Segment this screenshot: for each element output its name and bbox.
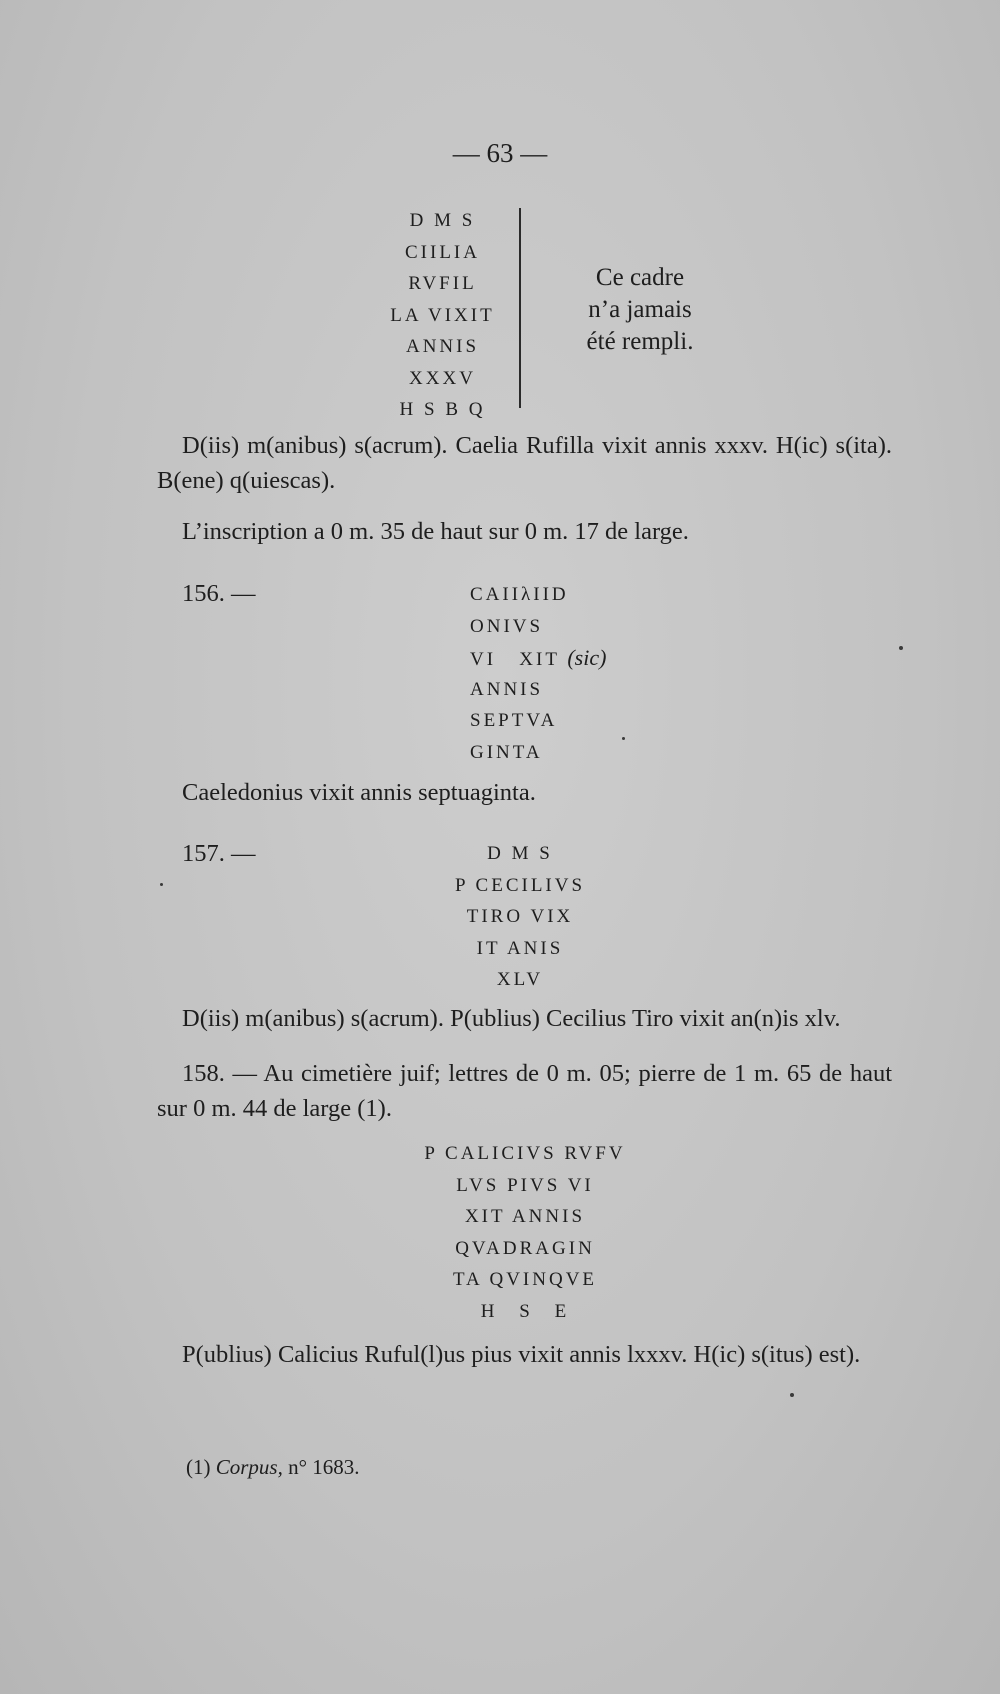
transcription-157: D(iis) m(anibus) s(acrum). P(ublius) Cecilius Tiro vixit an(n)is xlv. bbox=[182, 1005, 841, 1032]
footnote-marker: (1) bbox=[186, 1455, 211, 1479]
inscription-line: QVADRAGIN bbox=[455, 1237, 595, 1259]
inscription-157 bbox=[440, 838, 600, 996]
footnote bbox=[186, 1455, 360, 1480]
paper-speck bbox=[899, 646, 903, 650]
entry-number-157: 157. — bbox=[182, 840, 256, 867]
inscription-line: XIT ANNIS bbox=[464, 1206, 586, 1227]
paper-speck bbox=[160, 883, 163, 886]
inscription-line: D M S bbox=[487, 843, 553, 864]
frame-note bbox=[560, 262, 720, 358]
inscription-line: P CALICIVS RVFV bbox=[424, 1143, 626, 1164]
entry-158-note: 158. — Au cimetière juif; lettres de 0 m. 05; pierre de 1 m. 65 de haut sur 0 m. 44 de large (1). bbox=[157, 1060, 892, 1122]
inscription-line: ANNIS bbox=[405, 336, 480, 357]
inscription-line: XXXV bbox=[409, 367, 476, 389]
inscription-line-text: VI XIT bbox=[470, 649, 560, 670]
inscription-line: IT ANIS bbox=[476, 937, 564, 959]
inscription-line: P CECILIVS bbox=[454, 874, 586, 896]
inscription-line: LA VIXIT bbox=[390, 304, 495, 326]
footnote-number: n° 1683. bbox=[288, 1455, 360, 1479]
inscription-line: RVFIL bbox=[408, 273, 477, 294]
page-number: — 63 — bbox=[452, 138, 548, 168]
inscription-line: LVS PIVS VI bbox=[456, 1174, 594, 1196]
frame-note-line: n’a jamais bbox=[588, 296, 692, 323]
inscription-158 bbox=[410, 1138, 640, 1327]
inscription-line: TIRO VIX bbox=[466, 906, 574, 927]
inscription-line: XLV bbox=[496, 969, 544, 990]
inscription-line: D M S bbox=[409, 210, 476, 231]
footnote-source: Corpus, bbox=[215, 1455, 283, 1479]
dimensions-155: L’inscription a 0 m. 35 de haut sur 0 m. 17 de large. bbox=[182, 518, 689, 545]
inscription-line bbox=[470, 642, 606, 674]
inscription-line: H S E bbox=[480, 1300, 570, 1322]
inscription-line: ONIVS bbox=[470, 615, 544, 637]
sic-note: (sic) bbox=[567, 645, 607, 670]
paper-speck bbox=[622, 737, 625, 740]
transcription-158: P(ublius) Calicius Ruful(l)us pius vixit annis lxxxv. H(ic) s(itus) est). bbox=[182, 1341, 861, 1368]
inscription-line: ANNIS bbox=[470, 678, 544, 700]
inscription-156 bbox=[470, 579, 606, 768]
inscription-line: TA QVINQVE bbox=[452, 1269, 598, 1290]
inscription-line: CIILIA bbox=[405, 241, 480, 263]
frame-divider bbox=[519, 208, 521, 408]
frame-note-line: Ce cadre bbox=[595, 264, 685, 291]
frame-note-line: été rempli. bbox=[586, 328, 694, 355]
transcription-155: D(iis) m(anibus) s(acrum). Caelia Rufilla vixit annis xxxv. H(ic) s(ita). B(ene) q(uiescas). bbox=[157, 432, 892, 494]
transcription-156: Caeledonius vixit annis septuaginta. bbox=[182, 779, 536, 806]
inscription-line: CAIIλIID bbox=[470, 584, 569, 605]
inscription-line: GINTA bbox=[470, 741, 543, 763]
paper-speck bbox=[790, 1393, 794, 1397]
inscription-line: SEPTVA bbox=[470, 710, 558, 731]
inscription-155 bbox=[385, 205, 500, 426]
inscription-line: H S B Q bbox=[399, 399, 486, 420]
entry-number-156: 156. — bbox=[182, 580, 256, 607]
